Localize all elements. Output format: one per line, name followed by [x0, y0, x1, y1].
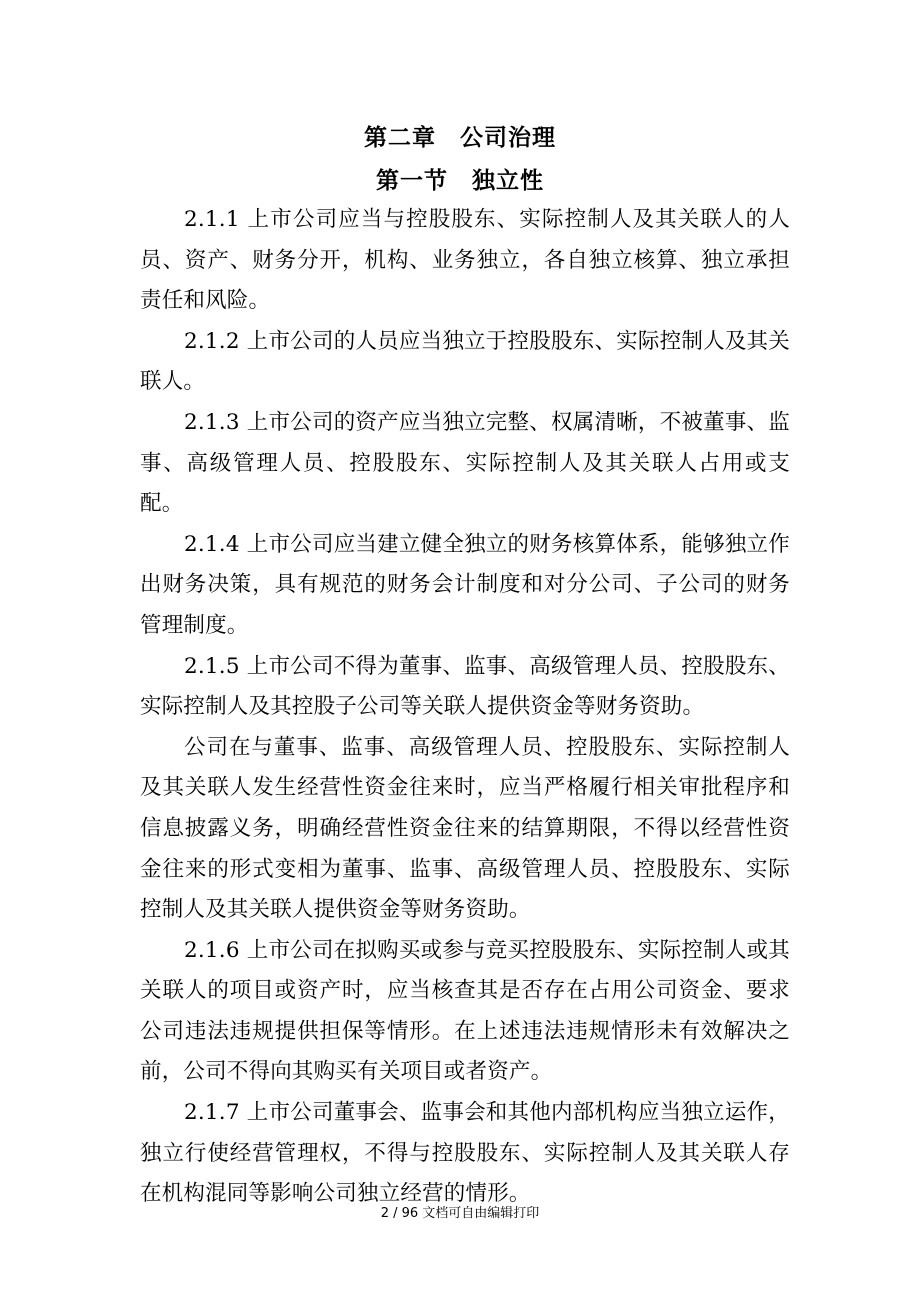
chapter-title: 第二章 公司治理: [364, 124, 556, 151]
paragraph-2-1-2: 2.1.2 上市公司的人员应当独立于控股股东、实际控制人及其关联人。: [140, 328, 790, 395]
paragraph-2-1-5-continued: 公司在与董事、监事、高级管理人员、控股股东、实际控制人及其关联人发生经营性资金往来时，应当严格履行相关审批程序和信息披露义务，明确经营性资金往来的结算期限，不得以经营性资金往来的形式变相为董事、监事、高级管理人员、控股股东、实际控制人及其关联人提供资金等财务资助。: [140, 734, 790, 923]
section-title: 第一节 独立性: [376, 167, 544, 194]
paragraph-2-1-5: 2.1.5 上市公司不得为董事、监事、高级管理人员、控股股东、实际控制人及其控股子公司等关联人提供资金等财务资助。: [140, 653, 790, 720]
document-body: [140, 200, 790, 1215]
paragraph-2-1-1: 2.1.1 上市公司应当与控股股东、实际控制人及其关联人的人员、资产、财务分开，机构、业务独立，各自独立核算、独立承担责任和风险。: [140, 207, 790, 314]
paragraph-2-1-6: 2.1.6 上市公司在拟购买或参与竞买控股股东、实际控制人或其关联人的项目或资产时，应当核查其是否存在占用公司资金、要求公司违法违规提供担保等情形。在上述违法违规情形未有效解决之前，公司不得向其购买有关项目或者资产。: [140, 937, 790, 1085]
page-footer: 2 / 96 文档可自由编辑打印: [380, 1206, 540, 1221]
paragraph-2-1-3: 2.1.3 上市公司的资产应当独立完整、权属清晰，不被董事、监事、高级管理人员、控股股东、实际控制人及其关联人占用或支配。: [140, 409, 790, 517]
paragraph-2-1-4: 2.1.4 上市公司应当建立健全独立的财务核算体系，能够独立作出财务决策，具有规范的财务会计制度和对分公司、子公司的财务管理制度。: [140, 531, 790, 638]
paragraph-2-1-7: 2.1.7 上市公司董事会、监事会和其他内部机构应当独立运作，独立行使经营管理权，不得与控股股东、实际控制人及其关联人存在机构混同等影响公司独立经营的情形。: [140, 1100, 790, 1207]
